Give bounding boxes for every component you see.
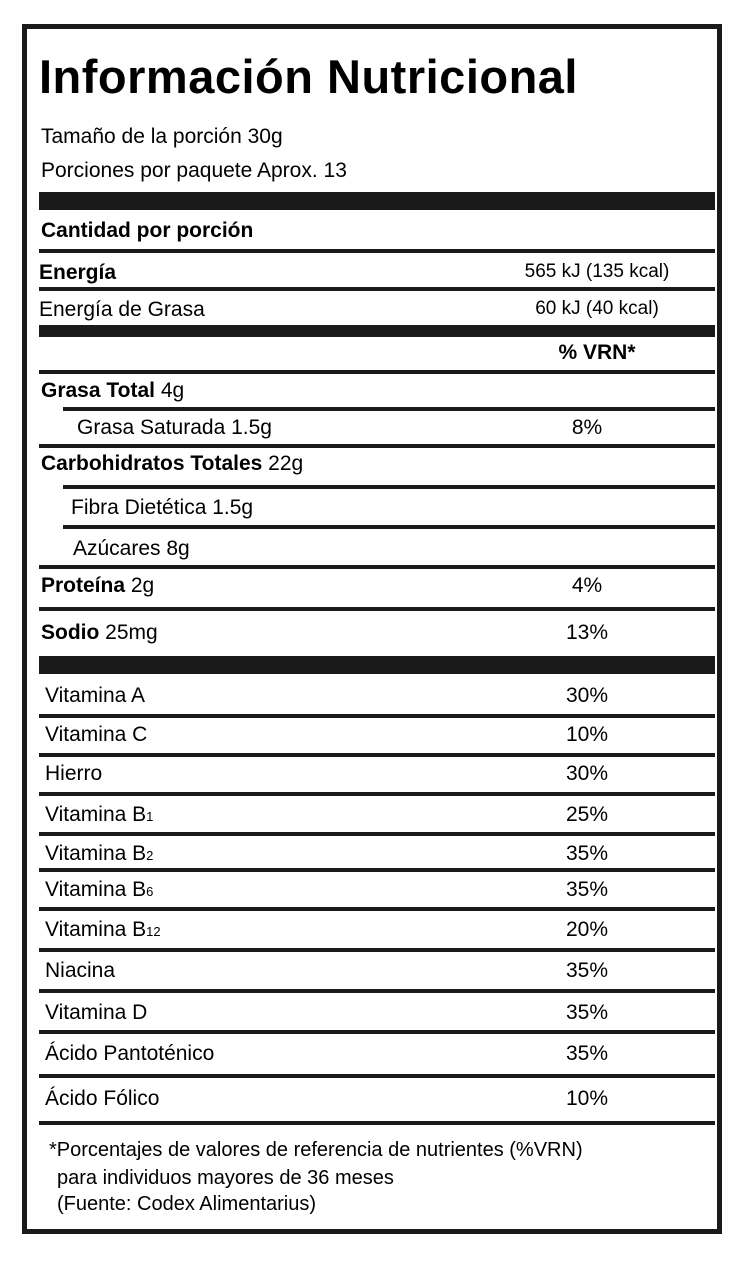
divider xyxy=(39,607,715,611)
fiber-label: Fibra Dietética 1.5g xyxy=(71,496,254,519)
fat-energy-label: Energía de Grasa xyxy=(39,298,205,321)
divider xyxy=(39,868,715,872)
vitamin-subscript: 1 xyxy=(146,809,154,824)
protein-label: Proteína xyxy=(41,574,126,597)
divider xyxy=(39,370,715,374)
divider xyxy=(39,753,715,757)
energy-value: 565 kJ (135 kcal) xyxy=(524,261,670,282)
vitamin-vrn: 30% xyxy=(565,762,609,785)
vitamin-name: Vitamina B2 xyxy=(45,842,154,865)
vitamin-name: Ácido Pantoténico xyxy=(45,1042,215,1065)
footnote-line: *Porcentajes de valores de referencia de nutrientes (%VRN) xyxy=(49,1139,583,1161)
vitamin-vrn: 10% xyxy=(565,1087,609,1110)
divider xyxy=(39,832,715,836)
divider xyxy=(39,792,715,796)
divider xyxy=(39,444,715,448)
amount-per-serving-header: Cantidad por porción xyxy=(41,219,254,242)
vitamin-vrn: 35% xyxy=(565,1001,609,1024)
divider xyxy=(39,249,715,253)
divider xyxy=(39,1121,715,1125)
sodium-vrn: 13% xyxy=(565,621,609,644)
total-fat-row xyxy=(41,379,184,403)
vitamin-vrn: 25% xyxy=(565,803,609,826)
vitamin-vrn: 10% xyxy=(565,723,609,746)
vitamin-name: Vitamina D xyxy=(45,1001,148,1024)
total-fat-label: Grasa Total xyxy=(41,379,155,402)
footnote-line: para individuos mayores de 36 meses xyxy=(57,1167,394,1189)
divider xyxy=(39,565,715,569)
total-fat-amount: 4g xyxy=(160,379,185,402)
vitamin-vrn: 30% xyxy=(565,684,609,707)
thick-divider xyxy=(39,325,715,337)
vitamin-vrn: 35% xyxy=(565,1042,609,1065)
vitamin-name: Vitamina A xyxy=(45,684,146,707)
sugars-label: Azúcares 8g xyxy=(73,537,190,560)
energy-label: Energía xyxy=(39,261,117,284)
saturated-fat-vrn: 8% xyxy=(571,416,603,439)
nutrition-facts-panel xyxy=(22,24,722,1234)
divider xyxy=(63,407,715,411)
sodium-label: Sodio xyxy=(41,621,100,644)
vitamin-name: Vitamina B12 xyxy=(45,918,161,941)
vitamin-subscript: 6 xyxy=(146,884,154,899)
footnote-source: (Fuente: Codex Alimentarius) xyxy=(57,1193,317,1215)
divider xyxy=(39,907,715,911)
panel-title: Información Nutricional xyxy=(39,50,578,103)
thick-divider xyxy=(39,656,715,674)
carbs-label: Carbohidratos Totales xyxy=(41,452,263,475)
sodium-row xyxy=(41,621,158,645)
protein-amount: 2g xyxy=(130,574,155,597)
divider xyxy=(39,287,715,291)
vitamin-name: Hierro xyxy=(45,762,103,785)
sodium-amount: 25mg xyxy=(105,621,158,644)
divider xyxy=(39,714,715,718)
carbs-amount: 22g xyxy=(268,452,304,475)
divider xyxy=(63,485,715,489)
vitamin-name: Ácido Fólico xyxy=(45,1087,160,1110)
protein-vrn: 4% xyxy=(571,574,603,597)
vitamin-name: Vitamina B6 xyxy=(45,878,154,901)
saturated-fat-label: Grasa Saturada 1.5g xyxy=(77,416,272,439)
carbs-row xyxy=(41,452,303,476)
divider xyxy=(39,1074,715,1078)
serving-size: Tamaño de la porción 30g xyxy=(41,125,283,148)
vitamin-name: Vitamina B1 xyxy=(45,803,154,826)
thick-divider xyxy=(39,192,715,210)
vitamin-name: Niacina xyxy=(45,959,116,982)
vitamin-subscript: 2 xyxy=(146,848,154,863)
vitamin-vrn: 20% xyxy=(565,918,609,941)
divider xyxy=(63,525,715,529)
vrn-header: % VRN* xyxy=(558,341,636,364)
fat-energy-value: 60 kJ (40 kcal) xyxy=(535,298,659,319)
protein-row xyxy=(41,574,154,598)
divider xyxy=(39,1030,715,1034)
vitamin-vrn: 35% xyxy=(565,878,609,901)
divider xyxy=(39,989,715,993)
vitamin-vrn: 35% xyxy=(565,959,609,982)
vitamin-vrn: 35% xyxy=(565,842,609,865)
vitamin-subscript: 12 xyxy=(146,924,161,939)
divider xyxy=(39,948,715,952)
servings-per-package: Porciones por paquete Aprox. 13 xyxy=(41,159,347,182)
vitamin-name: Vitamina C xyxy=(45,723,148,746)
